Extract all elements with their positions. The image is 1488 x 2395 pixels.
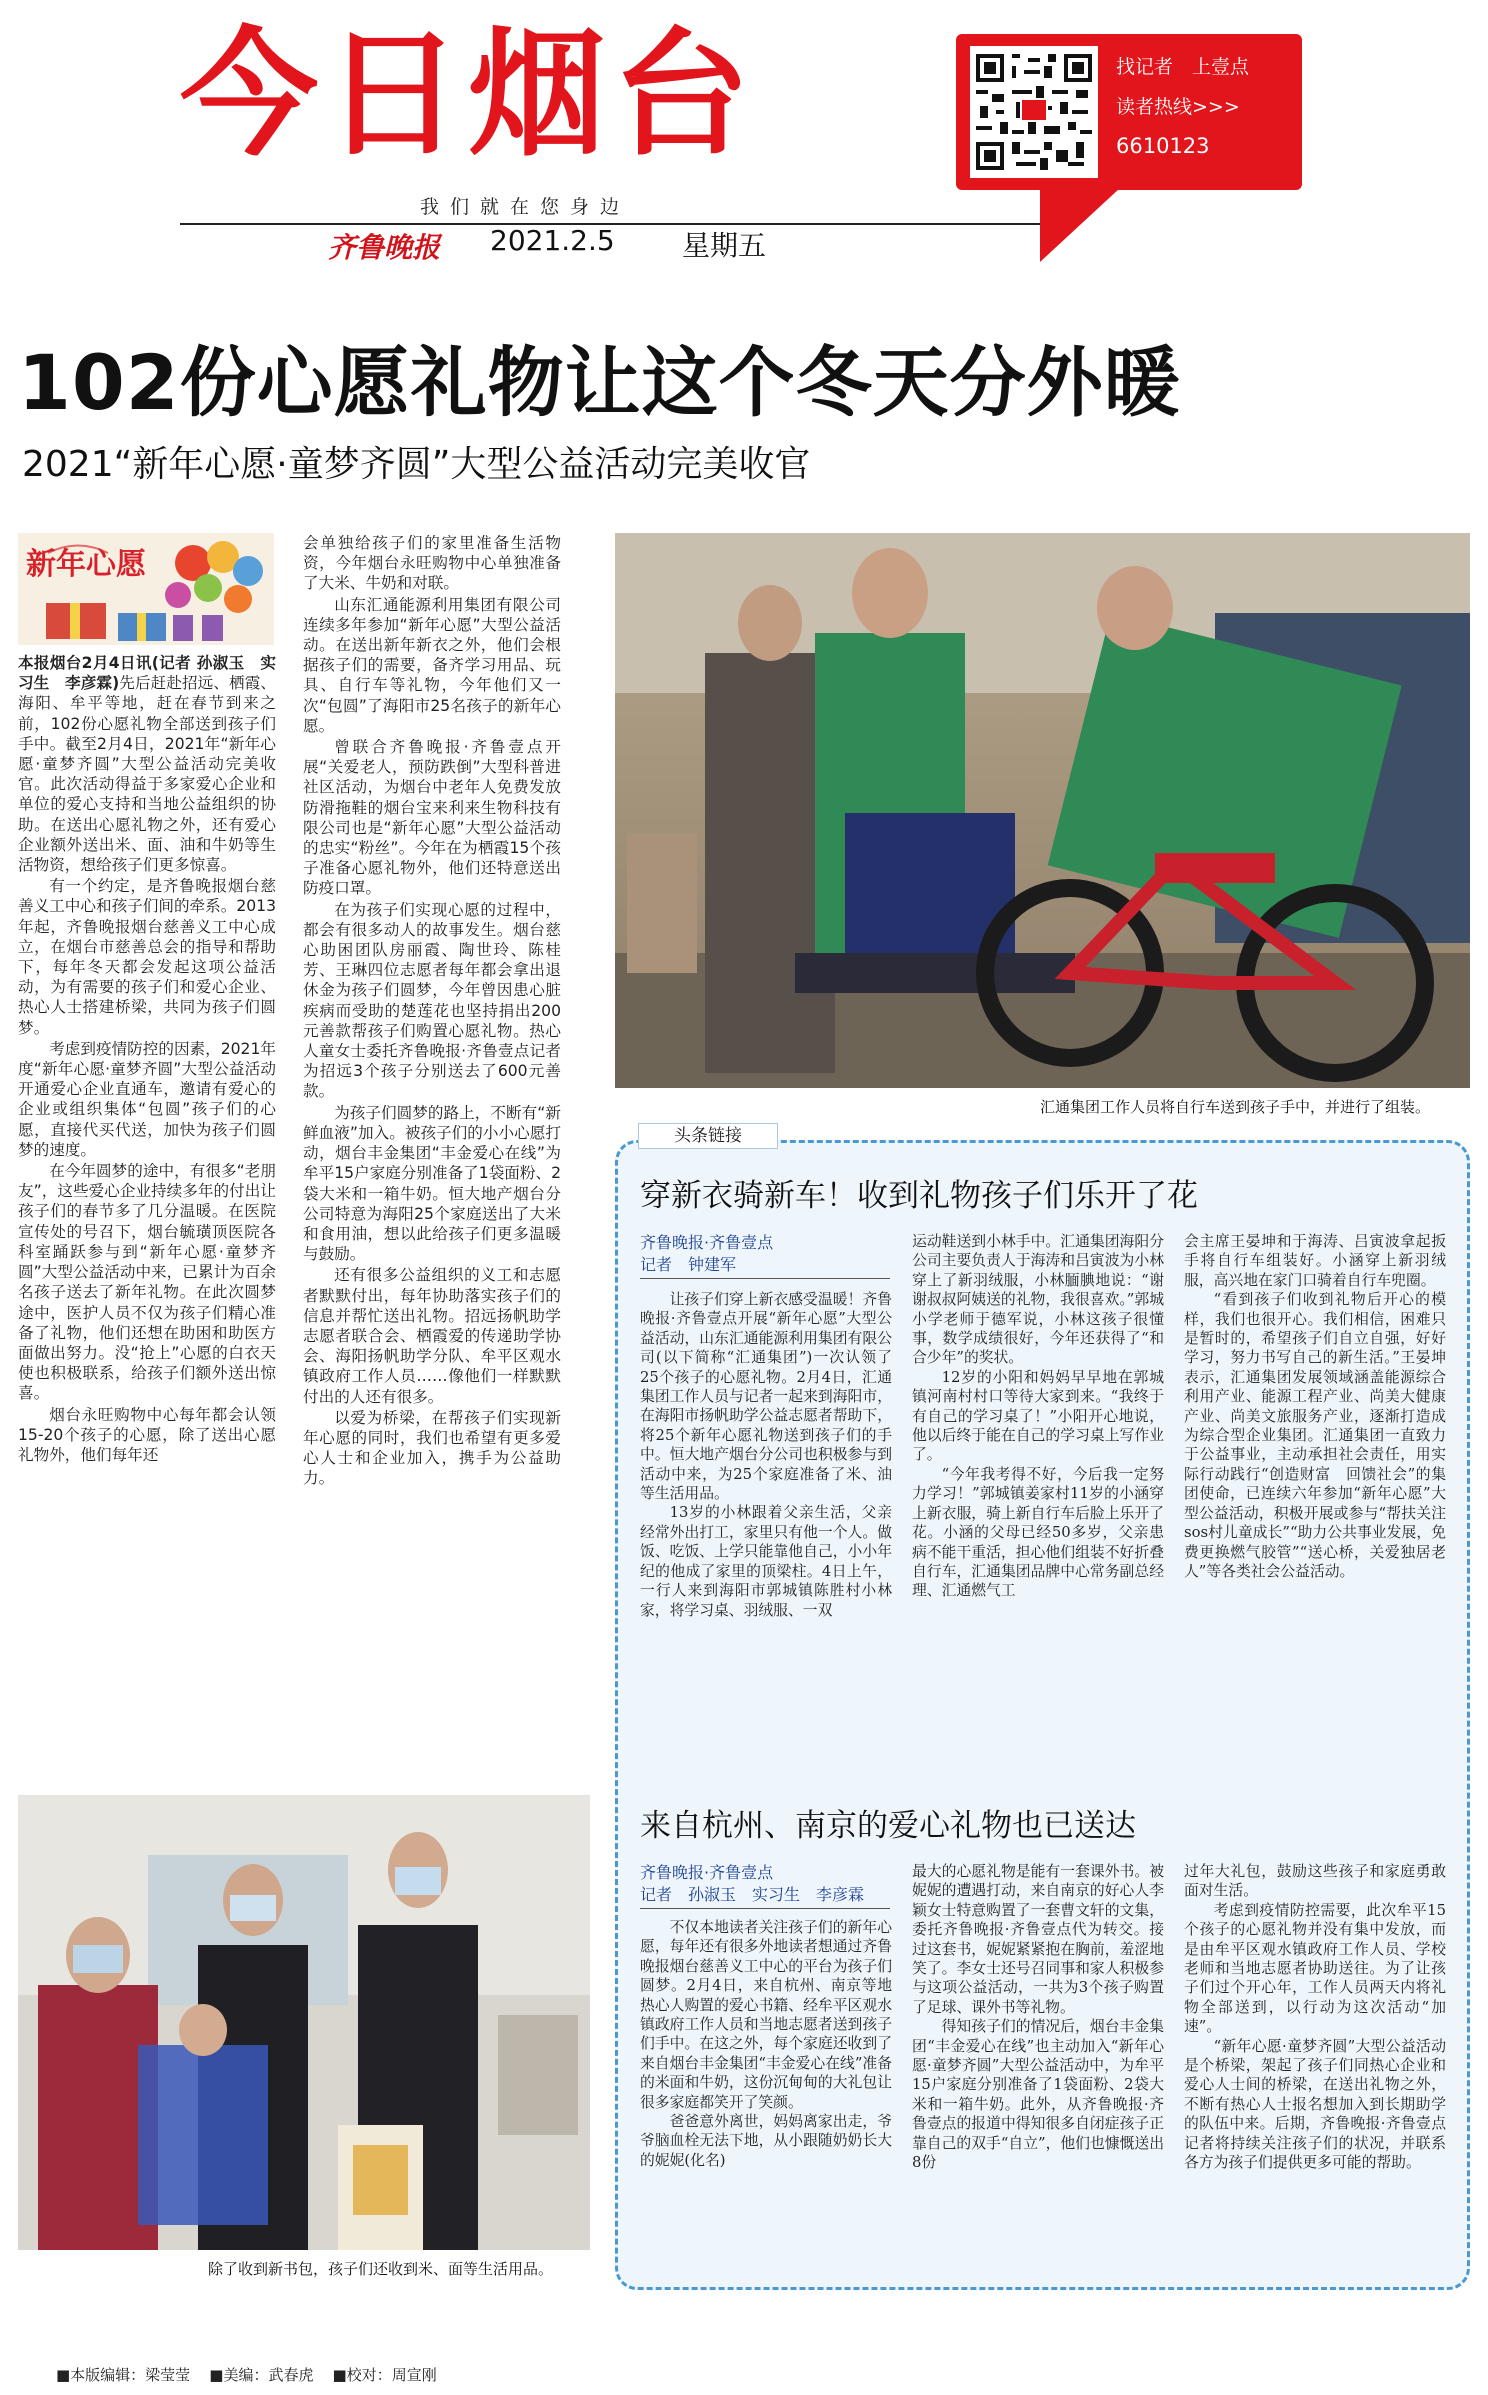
paragraph: 12岁的小阳和妈妈早早地在郭城镇河南村村口等待大家到来。“我终于有自己的学习桌了！”小阳开心地说，他以后终于能在自己的学习桌上写作业了。 xyxy=(912,1368,1164,1464)
feature-article-1-outlet: 齐鲁晚报·齐鲁壹点 xyxy=(640,1233,774,1252)
paragraph: 为孩子们圆梦的路上，不断有“新鲜血液”加入。被孩子们的小小心愿打动，烟台丰金集团“丰金爱心在线”为牟平15户家庭分别准备了1袋面粉、2袋大米和一箱牛奶。恒大地产烟台分公司特意为海阳25个家庭送出了大米和食用油，想以此给孩子们更多温暖与鼓励。 xyxy=(303,1103,561,1264)
feature-article-1-column-3 xyxy=(1184,1232,1446,1752)
qr-code-icon[interactable] xyxy=(970,46,1098,178)
paragraph: 最大的心愿礼物是能有一套课外书。被妮妮的遭遇打动，来自南京的好心人李颖女士特意购置了一套曹文轩的文集，委托齐鲁晚报·齐鲁壹点代为转交。接过这套书，妮妮紧紧抱在胸前，羞涩地笑了。李女士还号召同事和家人积极参与这项公益活动，一共为3个孩子购置了足球、课外书等礼物。 xyxy=(912,1863,1164,2016)
paragraph: 爸爸意外离世，妈妈离家出走，爷爷脑血栓无法下地，从小跟随奶奶长大的妮妮(化名) xyxy=(640,2113,892,2169)
main-article-column-1 xyxy=(18,653,276,1703)
feature-tag: 头条链接 xyxy=(638,1123,778,1149)
paragraph: 13岁的小林跟着父亲生活，父亲经常外出打工，家里只有他一个人。做饭、吃饭、上学只能靠他自己，小小年纪的他成了家里的顶梁柱。4日上午，一行人来到海阳市郭城镇陈胜村小林家，将学习桌、羽绒服、一双 xyxy=(640,1504,892,1619)
main-headline: 102份心愿礼物让这个冬天分外暖 xyxy=(18,338,1181,427)
paragraph: 过年大礼包，鼓励这些孩子和家庭勇敢面对生活。 xyxy=(1184,1863,1446,1900)
byline-rule xyxy=(640,1908,890,1909)
paragraph: 会主席王晏坤和于海涛、吕寅波拿起扳手将自行车组装好。小涵穿上新羽绒服，高兴地在家门口骑着自行车兜圈。 xyxy=(1184,1233,1446,1289)
speech-bubble-tail xyxy=(1040,188,1120,262)
paragraph: 运动鞋送到小林手中。汇通集团海阳分公司主要负责人于海涛和吕寅波为小林穿上了新羽绒服，小林腼腆地说：“谢谢叔叔阿姨送的礼物，我很喜欢。”郭城小学老师于德军说，小林这孩子很懂事，数学成绩很好，今年还获得了“和合少年”的奖状。 xyxy=(912,1233,1164,1367)
article-dateline: 本报烟台2月4日讯(记者 孙淑玉 实习生 李彦霖) xyxy=(18,654,276,693)
photo-family-gifts xyxy=(18,1795,590,2250)
paragraph: 烟台永旺购物中心每年都会认领15-20个孩子的心愿，除了送出心愿礼物外，他们每年还 xyxy=(18,1405,276,1464)
paragraph: “新年心愿·童梦齐圆”大型公益活动是个桥梁，架起了孩子们同热心企业和爱心人士间的桥梁，在送出礼物之外，不断有热心人士报名想加入到长期助学的队伍中来。后期，齐鲁晚报·齐鲁壹点记者将持续关注孩子们的状况，并联系各方为孩子们提供更多可能的帮助。 xyxy=(1184,2037,1446,2172)
paragraph: 在为孩子们实现心愿的过程中，都会有很多动人的故事发生。烟台慈心助困团队房丽霞、陶世玲、陈桂芳、王琳四位志愿者每年都会拿出退休金为孩子们圆梦，今年曾因患心脏疾病而受助的楚莲花也坚持捐出200元善款帮孩子们购置心愿礼物。热心人童女士委托齐鲁晚报·齐鲁壹点记者为招远3个孩子分别送去了600元善款。 xyxy=(303,900,561,1101)
masthead-rule xyxy=(180,223,1060,225)
feature-article-2-outlet: 齐鲁晚报·齐鲁壹点 xyxy=(640,1863,774,1882)
photo-bicycle-delivery xyxy=(615,533,1470,1088)
paragraph: 山东汇通能源利用集团有限公司连续多年参加“新年心愿”大型公益活动。在送出新年新衣之外，他们会根据孩子们的需要，备齐学习用品、玩具、自行车等礼物，今年他们又一次“包圆”了海阳市25名孩子的新年心愿。 xyxy=(303,595,561,735)
feature-article-2-column-2 xyxy=(912,1862,1164,2274)
feature-article-2-title: 来自杭州、南京的爱心礼物也已送达 xyxy=(640,1808,1136,1844)
main-subheadline: 2021“新年心愿·童梦齐圆”大型公益活动完美收官 xyxy=(22,444,811,485)
banner-text: 新年心愿 xyxy=(26,547,146,582)
main-article-column-2 xyxy=(303,533,561,1763)
feature-article-2-column-3 xyxy=(1184,1862,1446,2274)
byline-rule xyxy=(640,1278,890,1279)
new-year-wish-banner xyxy=(18,533,274,645)
paragraph: “看到孩子们收到礼物后开心的模样，我们也很开心。我们相信，困难只是暂时的，希望孩子们自立自强，好好学习，努力书写自己的新生活。”王晏坤表示，汇通集团发展领域涵盖能源综合利用产业、能源工程产业、尚美大健康产业、尚美文旅服务产业，逐渐打造成为综合型企业集团。汇通集团一直致力于公益事业，主动承担社会责任，用实际行动践行“创造财富 回馈社会”的集团使命，已连续六年参加“新年心愿”大型公益活动，积极开展或参与“帮扶关注sos村儿童成长”“助力公共事业发展，免费更换燃气胶管”“送心桥，关爱独居老人”等各类社会公益活动。 xyxy=(1184,1291,1446,1580)
reporter-hotline-box xyxy=(956,34,1302,190)
hotline-number[interactable]: 6610123 xyxy=(1116,134,1210,158)
paragraph: 不仅本地读者关注孩子们的新年心愿，每年还有很多外地读者想通过齐鲁晚报烟台慈善义工中心的平台为孩子们圆梦。2月4日，来自杭州、南京等地热心人购置的爱心书籍、经牟平区观水镇政府工作人员和当地志愿者送到孩子们手中。在这之外，每个家庭还收到了来自烟台丰金集团“丰金爱心在线”准备的米面和牛奶，这份沉甸甸的大礼包让很多家庭都笑开了笑颜。 xyxy=(640,1919,892,2111)
credit-art: ■美编：武春虎 xyxy=(209,2366,314,2384)
paragraph: 会单独给孩子们的家里准备生活物资，今年烟台永旺购物中心单独准备了大米、牛奶和对联。 xyxy=(303,534,561,593)
newspaper-logo: 齐鲁晚报 xyxy=(328,231,441,264)
masthead-slogan: 我们就在您身边 xyxy=(420,196,631,218)
feature-article-2-reporter: 记者 孙淑玉 实习生 李彦霖 xyxy=(640,1885,865,1904)
paragraph: 还有很多公益组织的义工和志愿者默默付出，每年协助落实孩子们的信息并帮忙送出礼物。招远扬帆助学志愿者联合会、栖霞爱的传递助学协会、海阳扬帆助学分队、牟平区观水镇政府工作人员……像他们一样默默付出的人还有很多。 xyxy=(303,1266,561,1406)
issue-weekday: 星期五 xyxy=(682,229,767,262)
feature-article-2-column-1 xyxy=(640,1918,892,2273)
paragraph: 在今年圆梦的途中，有很多“老朋友”，这些爱心企业持续多年的付出让孩子们的春节多了几分温暖。在医院宣传处的号召下，烟台毓璜顶医院各科室踊跃参与到“新年心愿·童梦齐圆”大型公益活动中来，已累计为百余名孩子送去了新年礼物。在此次圆梦途中，医护人员不仅为孩子们精心准备了礼物，他们还想在助困和助医方面做出努力。没“抢上”心愿的白衣天使也积极联系，给孩子们额外送出惊喜。 xyxy=(18,1162,276,1403)
paragraph: 得知孩子们的情况后，烟台丰金集团“丰金爱心在线”也主动加入“新年心愿·童梦齐圆”大型公益活动中，为牟平15户家庭分别准备了1袋面粉、2袋大米和一箱牛奶。此外，从齐鲁晚报·齐鲁壹点的报道中得知很多自闭症孩子正靠自己的双手“自立”，他们也慷慨送出8份 xyxy=(912,2018,1164,2172)
feature-article-1-column-1 xyxy=(640,1290,892,1750)
credit-editor: ■本版编辑：梁莹莹 xyxy=(56,2366,191,2384)
feature-article-1-column-2 xyxy=(912,1232,1164,1752)
paragraph: 考虑到疫情防控的因素，2021年度“新年心愿·童梦齐圆”大型公益活动开通爱心企业直通车，邀请有爱心的企业或组织集体“包圆”孩子们的心愿，直接代买代送，加快为孩子们圆梦的速度。 xyxy=(18,1039,276,1159)
paragraph: “今年我考得不好，今后我一定努力学习！”郭城镇姜家村11岁的小涵穿上新衣服，骑上新自行车后脸上乐开了花。小涵的父母已经50多岁，父亲患病不能干重活，担心他们组装不好折叠自行车，汇通集团品牌中心常务副总经理、汇通燃气工 xyxy=(912,1465,1164,1600)
feature-article-1-reporter: 记者 钟建军 xyxy=(640,1255,737,1274)
hotline-slogan: 找记者 上壹点 xyxy=(1116,56,1250,78)
paragraph: 考虑到疫情防控需要，此次牟平15个孩子的心愿礼物并没有集中发放，而是由牟平区观水镇政府工作人员、学校老师和当地志愿者协助送往。为了让孩子们过个开心年，工作人员两天内将礼物全部送到，以行动为这次活动“加速”。 xyxy=(1184,1901,1446,2036)
paragraph: 有一个约定，是齐鲁晚报烟台慈善义工中心和孩子们间的牵系。2013年起，齐鲁晚报烟台慈善义工中心成立，在烟台市慈善总会的指导和帮助下，每年冬天都会发起这项公益活动，为有需要的孩子们和爱心企业、热心人士搭建桥梁，共同为孩子们圆梦。 xyxy=(18,877,276,1037)
issue-date: 2021.2.5 xyxy=(490,224,615,257)
paragraph: 让孩子们穿上新衣感受温暖！齐鲁晚报·齐鲁壹点开展“新年心愿”大型公益活动，山东汇通能源利用集团有限公司(以下简称“汇通集团”)一次认领了25个孩子的心愿礼物。2月4日，汇通集团工作人员与记者一起来到海阳市，在海阳市扬帆助学公益志愿者帮助下，将25个新年心愿礼物送到孩子们的手中。恒大地产烟台分公司也积极参与到活动中来，为25个家庭准备了米、油等生活用品。 xyxy=(640,1291,892,1503)
paragraph: 先后赶赴招远、栖霞、海阳、牟平等地，赶在春节到来之前，102份心愿礼物全部送到孩子们手中。截至2月4日，2021年“新年心愿·童梦齐圆”大型公益活动完美收官。此次活动得益于多家爱心企业和单位的爱心支持和当地公益组织的协助。在送出心愿礼物之外，还有爱心企业额外送出米、面、油和牛奶等生活物资，想给孩子们更多惊喜。 xyxy=(18,674,276,875)
photo-caption-bottom: 除了收到新书包，孩子们还收到米、面等生活用品。 xyxy=(208,2260,554,2278)
masthead-title: 今日烟台 xyxy=(180,14,757,175)
page-credits xyxy=(56,2364,437,2385)
paragraph: 以爱为桥梁，在帮孩子们实现新年心愿的同时，我们也希望有更多爱心人士和企业加入，携手为公益助力。 xyxy=(303,1408,561,1488)
feature-article-1-title: 穿新衣骑新车！收到礼物孩子们乐开了花 xyxy=(640,1178,1198,1214)
paragraph: 曾联合齐鲁晚报·齐鲁壹点开展“关爱老人，预防跌倒”大型科普进社区活动，为烟台中老年人免费发放防滑拖鞋的烟台宝来利来生物科技有限公司也是“新年心愿”大型公益活动的忠实“粉丝”。今年在为栖霞15个孩子准备心愿礼物外，他们还特意送出防疫口罩。 xyxy=(303,738,561,898)
photo-caption-top: 汇通集团工作人员将自行车送到孩子手中，并进行了组装。 xyxy=(1040,1098,1431,1116)
hotline-label: 读者热线>>> xyxy=(1116,96,1240,118)
credit-proof: ■校对：周宣刚 xyxy=(332,2366,437,2384)
